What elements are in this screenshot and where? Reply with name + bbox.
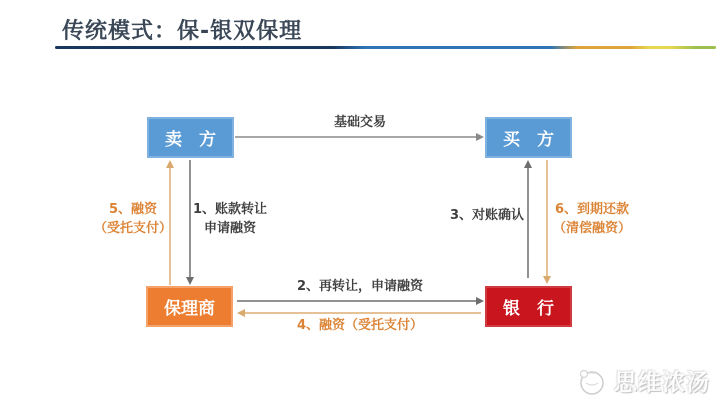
label-basic-transaction: 基础交易 [333,115,386,130]
page-title: 传统模式：保-银双保理 [62,19,303,44]
soup-bowl-icon [575,365,607,397]
arrow-step2 [237,297,484,305]
label-step3: 3、对账确认 [449,208,525,223]
label-step1-line2: 申请融资 [203,220,256,236]
label-step6 [546,201,638,239]
label-step5 [91,201,175,239]
label-step4: 4、融资（受托支付） [296,318,424,333]
watermark [575,364,710,397]
label-step6-line1: 6、到期还款 [554,202,630,217]
label-step6-line2: （清偿融资） [552,220,631,236]
node-factor: 保理商 [146,286,233,327]
node-buyer: 买 方 [485,117,572,158]
label-step1-line1: 1、账款转让 [192,202,268,217]
label-step5-line2: （受托支付） [93,220,172,236]
arrow-basic-transaction [235,133,484,141]
label-step1 [188,201,272,239]
label-step2: 2、再转让，申请融资 [296,279,424,294]
arrow-step4 [237,309,481,317]
label-step5-line1: 5、融资 [108,202,158,217]
node-bank: 银 行 [485,286,572,327]
watermark-text: 思维浓汤 [614,370,710,396]
node-seller: 卖 方 [147,117,234,158]
